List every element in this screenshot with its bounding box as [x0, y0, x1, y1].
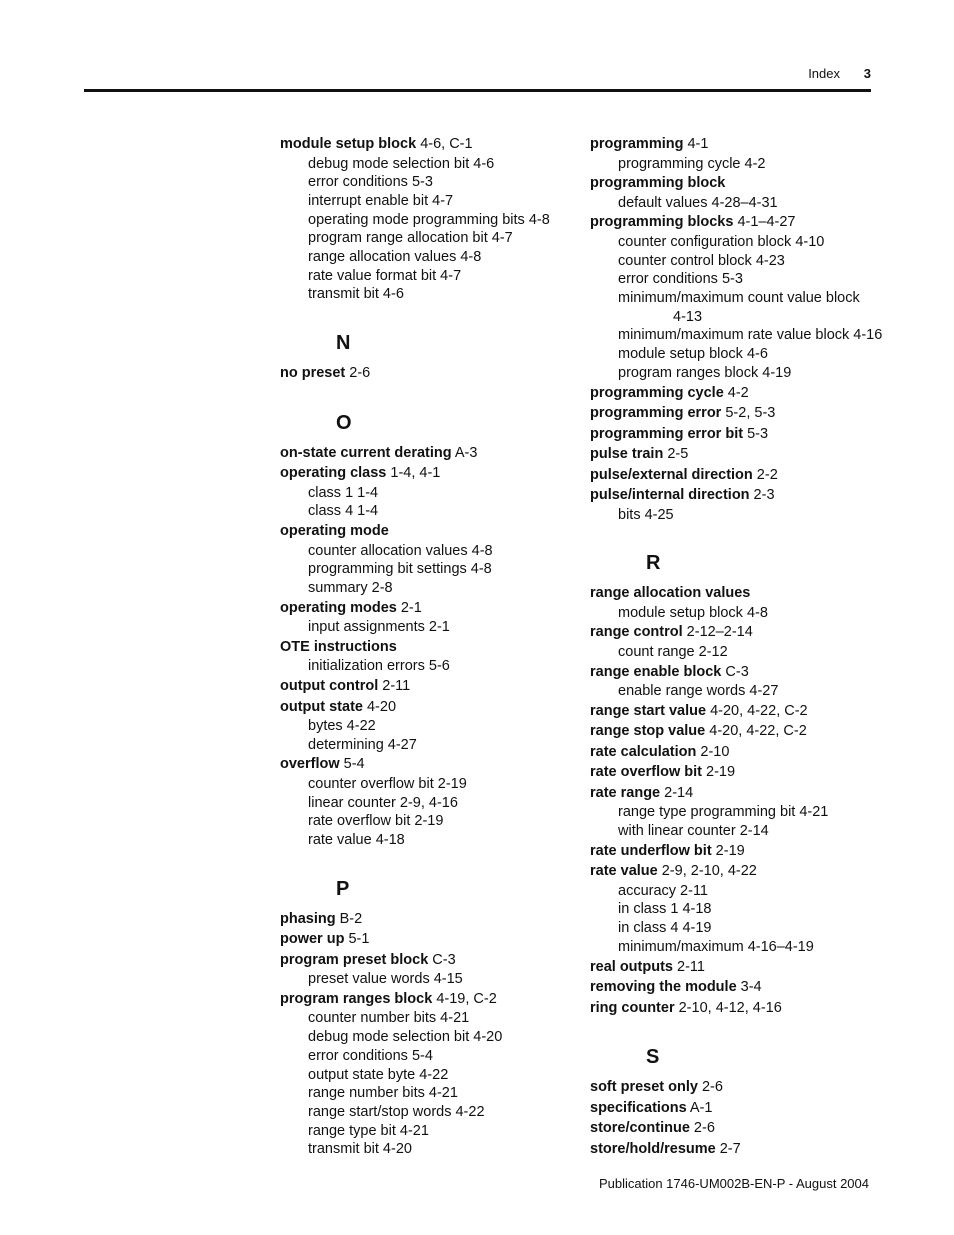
index-pages: 5-1 — [344, 931, 370, 948]
index-pages: A-3 — [451, 444, 478, 461]
index-subentry: program range allocation bit 4-7 — [308, 230, 513, 247]
index-subentry: error conditions 5-3 — [308, 174, 433, 191]
index-entry — [590, 1098, 890, 1119]
index-subentry: minimum/maximum rate value block 4-16 — [618, 327, 883, 344]
index-column-right — [590, 134, 890, 1159]
index-pages: 2-1 — [396, 599, 422, 616]
index-term: operating modes — [280, 599, 397, 616]
index-term: pulse/external direction — [590, 466, 753, 483]
index-entry — [590, 998, 890, 1019]
index-subentry: output state byte 4-22 — [308, 1066, 449, 1083]
index-term: programming cycle — [590, 384, 724, 401]
index-entry — [280, 637, 580, 658]
index-subentry: range type programming bit 4-21 — [618, 804, 829, 821]
index-entry — [280, 950, 580, 971]
index-subentry: in class 4 4-19 — [618, 920, 712, 937]
index-subentry: program ranges block 4-19 — [618, 364, 792, 381]
index-term: rate calculation — [590, 743, 697, 760]
index-entry — [590, 444, 890, 465]
index-pages: 2-6 — [697, 1079, 723, 1096]
index-pages: 2-19 — [711, 842, 745, 859]
page-number: 3 — [863, 66, 871, 81]
index-pages: 2-3 — [749, 487, 775, 504]
index-term: store/continue — [590, 1120, 690, 1137]
index-subentry: counter overflow bit 2-19 — [308, 775, 467, 792]
index-pages: 4-6, C-1 — [416, 136, 473, 152]
section-letter-s: S — [646, 1046, 660, 1069]
index-subentry: programming cycle 4-2 — [618, 155, 766, 172]
index-pages: 2-6 — [345, 365, 371, 382]
index-subentry: linear counter 2-9, 4-16 — [308, 794, 458, 811]
index-subentry: module setup block 4-6 — [618, 346, 768, 363]
index-entry — [590, 701, 890, 722]
index-entry — [590, 485, 890, 506]
index-term: range start value — [590, 702, 707, 719]
index-entry — [280, 363, 580, 384]
index-term: pulse train — [590, 446, 664, 463]
index-subentry: minimum/maximum count value block — [618, 290, 860, 307]
index-pages: 2-11 — [672, 958, 705, 975]
index-term: phasing — [280, 910, 336, 927]
index-subentry: class 4 1-4 — [308, 503, 379, 520]
index-term: programming blocks — [590, 214, 734, 231]
index-term: operating class — [280, 465, 387, 482]
index-subentry: rate value 4-18 — [308, 832, 405, 849]
index-term: rate overflow bit — [590, 764, 702, 781]
index-pages: 4-19, C-2 — [432, 990, 497, 1007]
index-entry — [590, 212, 890, 233]
index-pages: C-3 — [428, 951, 456, 968]
index-subentry: counter configuration block 4-10 — [618, 233, 825, 250]
index-entry — [280, 909, 580, 930]
index-term: programming error bit — [590, 425, 744, 442]
index-entry — [280, 463, 580, 484]
index-term: ring counter — [590, 999, 675, 1016]
index-entry — [280, 697, 580, 718]
index-term: real outputs — [590, 958, 673, 975]
index-term: program ranges block — [280, 990, 433, 1007]
index-entry — [280, 929, 580, 950]
index-entry — [280, 754, 580, 775]
index-subentry: interrupt enable bit 4-7 — [308, 192, 454, 209]
index-entry — [590, 742, 890, 763]
index-subentry: debug mode selection bit 4-6 — [308, 155, 495, 172]
index-entry — [590, 622, 890, 643]
index-term: range stop value — [590, 723, 706, 740]
index-subentry: minimum/maximum 4-16–4-19 — [618, 938, 814, 955]
index-subentry: default values 4-28–4-31 — [618, 194, 778, 211]
index-entry — [590, 173, 890, 194]
index-subentry: counter allocation values 4-8 — [308, 542, 493, 559]
index-pages: 2-7 — [715, 1140, 741, 1157]
index-pages: 4-2 — [723, 384, 749, 401]
index-subentry: rate overflow bit 2-19 — [308, 813, 444, 830]
index-term: rate value — [590, 863, 658, 880]
index-entry — [590, 1139, 890, 1160]
index-entry — [590, 583, 890, 604]
index-entry — [590, 1077, 890, 1098]
index-term: rate range — [590, 784, 661, 801]
section-letter-o: O — [336, 411, 352, 434]
index-subentry: with linear counter 2-14 — [618, 823, 769, 840]
index-subentry: counter number bits 4-21 — [308, 1010, 470, 1027]
index-subentry: error conditions 5-3 — [618, 271, 743, 288]
index-subentry: determining 4-27 — [308, 736, 417, 753]
index-entry — [590, 662, 890, 683]
index-entry — [280, 676, 580, 697]
index-entry — [280, 521, 580, 542]
index-entry — [280, 598, 580, 619]
index-subentry: operating mode programming bits 4-8 — [308, 211, 550, 228]
index-subentry: error conditions 5-4 — [308, 1047, 433, 1064]
index-term: specifications — [590, 1099, 687, 1116]
index-entry — [590, 783, 890, 804]
index-pages: 2-14 — [660, 784, 694, 801]
index-term: program preset block — [280, 951, 429, 968]
index-subentry-continuation: 4-13 — [673, 308, 703, 325]
index-subentry: initialization errors 5-6 — [308, 658, 450, 675]
index-subentry: counter control block 4-23 — [618, 252, 785, 269]
index-pages: C-3 — [721, 663, 749, 680]
index-entry — [590, 403, 890, 424]
index-pages: 2-10 — [696, 743, 730, 760]
index-term: overflow — [280, 756, 340, 773]
index-subentry: range start/stop words 4-22 — [308, 1103, 485, 1120]
index-pages: 2-2 — [752, 466, 778, 483]
index-pages: 4-20, 4-22, C-2 — [706, 702, 808, 719]
index-subentry: transmit bit 4-6 — [308, 286, 404, 303]
index-entry — [280, 134, 580, 155]
index-pages: A-1 — [686, 1099, 713, 1116]
index-pages: 4-1 — [683, 136, 709, 152]
index-pages: 2-6 — [689, 1120, 715, 1137]
running-header-label: Index — [808, 66, 840, 81]
index-term: no preset — [280, 365, 346, 382]
index-term: module setup block — [280, 136, 417, 152]
index-entry — [280, 989, 580, 1010]
index-subentry: range allocation values 4-8 — [308, 249, 482, 266]
index-subentry: programming bit settings 4-8 — [308, 561, 492, 578]
index-pages: 2-12–2-14 — [682, 624, 753, 641]
index-term: on-state current derating — [280, 444, 452, 461]
header-rule — [84, 89, 871, 92]
index-term: OTE instructions — [280, 638, 397, 655]
index-subentry: count range 2-12 — [618, 643, 728, 660]
index-subentry: input assignments 2-1 — [308, 619, 450, 636]
index-term: removing the module — [590, 979, 737, 996]
index-entry — [590, 1118, 890, 1139]
index-pages: 2-10, 4-12, 4-16 — [674, 999, 782, 1016]
index-subentry: range type bit 4-21 — [308, 1122, 429, 1139]
index-term: range allocation values — [590, 585, 751, 602]
index-term: range control — [590, 624, 683, 641]
index-entry — [590, 424, 890, 445]
section-letter-n: N — [336, 332, 351, 355]
index-pages: 5-4 — [339, 756, 365, 773]
index-term: output state — [280, 698, 363, 715]
index-pages: 2-11 — [378, 678, 411, 695]
index-pages: 5-2, 5-3 — [721, 405, 776, 422]
index-entry — [590, 465, 890, 486]
index-entry — [590, 383, 890, 404]
index-pages: B-2 — [335, 910, 363, 927]
index-pages: 2-19 — [702, 764, 736, 781]
index-column-left — [280, 134, 580, 1159]
index-entry — [590, 977, 890, 998]
index-subentry: range number bits 4-21 — [308, 1085, 458, 1102]
index-entry — [590, 762, 890, 783]
index-entry — [590, 957, 890, 978]
index-pages: 4-1–4-27 — [733, 214, 796, 231]
index-term: programming — [590, 136, 684, 152]
section-letter-p: P — [336, 877, 350, 900]
index-term: programming block — [590, 175, 726, 192]
publication-footer: Publication 1746-UM002B-EN-P - August 2004 — [598, 1176, 869, 1191]
index-entry — [590, 861, 890, 882]
index-term: operating mode — [280, 523, 389, 540]
index-term: output control — [280, 678, 379, 695]
index-subentry: in class 1 4-18 — [618, 901, 712, 918]
index-pages: 2-9, 2-10, 4-22 — [657, 863, 757, 880]
index-pages: 5-3 — [743, 425, 769, 442]
index-term: range enable block — [590, 663, 722, 680]
index-subentry: enable range words 4-27 — [618, 683, 779, 700]
index-subentry: accuracy 2-11 — [618, 882, 708, 899]
index-term: rate underflow bit — [590, 842, 712, 859]
index-pages: 4-20, 4-22, C-2 — [705, 723, 807, 740]
index-term: soft preset only — [590, 1079, 698, 1096]
index-subentry: debug mode selection bit 4-20 — [308, 1029, 503, 1046]
index-subentry: bytes 4-22 — [308, 718, 376, 735]
index-pages: 3-4 — [736, 979, 762, 996]
index-subentry: module setup block 4-8 — [618, 604, 768, 621]
index-pages: 1-4, 4-1 — [386, 465, 441, 482]
index-term: power up — [280, 931, 345, 948]
index-subentry: bits 4-25 — [618, 506, 674, 523]
index-pages: 2-5 — [663, 446, 689, 463]
index-subentry: preset value words 4-15 — [308, 971, 463, 988]
index-subentry: class 1 1-4 — [308, 484, 379, 501]
index-term: pulse/internal direction — [590, 487, 750, 504]
index-entry — [590, 721, 890, 742]
index-entry — [590, 134, 890, 155]
index-entry — [280, 443, 580, 464]
index-term: store/hold/resume — [590, 1140, 716, 1157]
index-term: programming error — [590, 405, 722, 422]
index-pages: 4-20 — [362, 698, 397, 715]
index-entry — [590, 841, 890, 862]
index-subentry: rate value format bit 4-7 — [308, 267, 462, 284]
index-subentry: summary 2-8 — [308, 579, 393, 596]
index-subentry: transmit bit 4-20 — [308, 1141, 412, 1158]
section-letter-r: R — [646, 552, 661, 575]
